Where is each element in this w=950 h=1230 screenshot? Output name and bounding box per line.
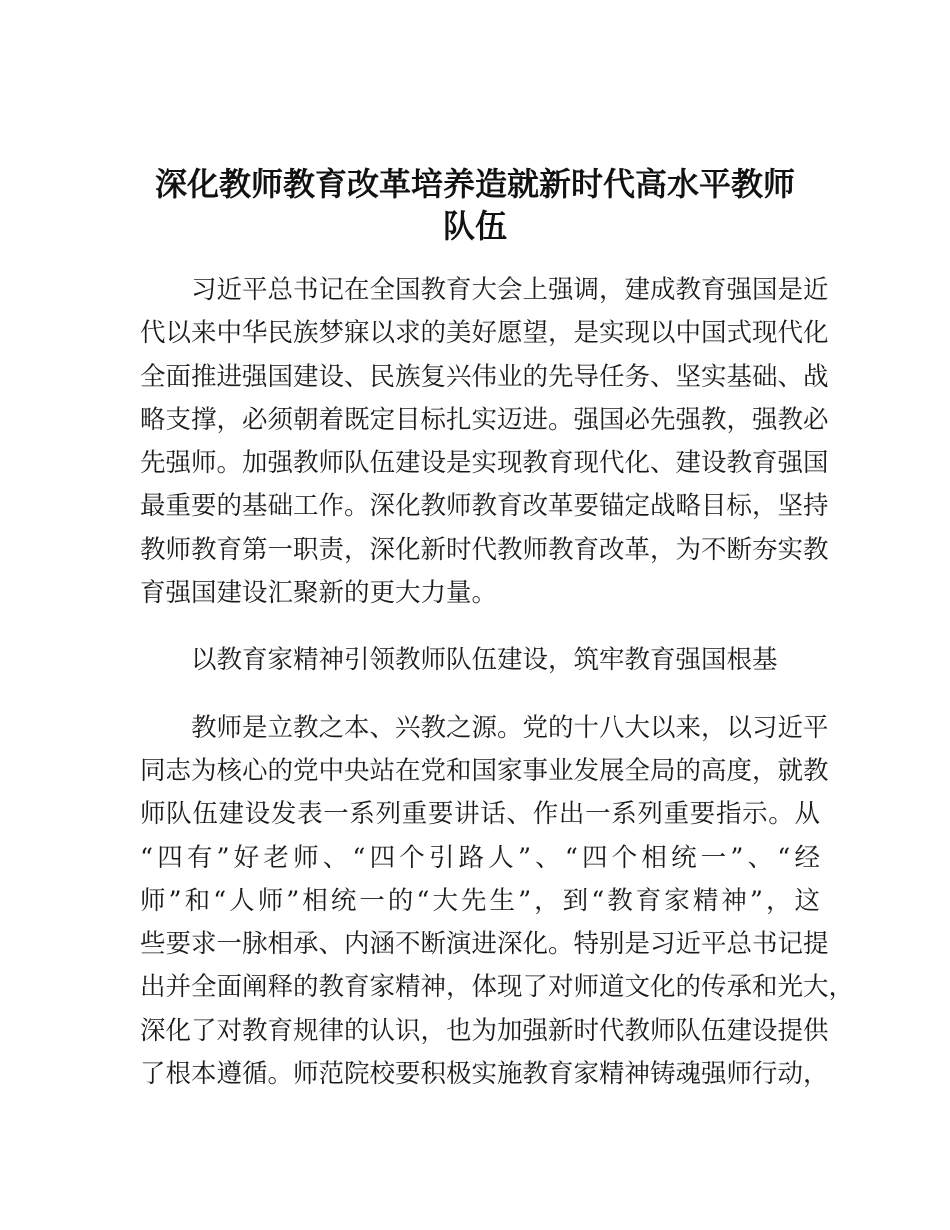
paragraph-line: 代以来中华民族梦寐以求的美好愿望，是实现以中国式现代化 — [140, 318, 829, 349]
section-heading-line: 以教育家精神引领教师队伍建设，筑牢教育强国根基 — [191, 645, 778, 676]
paragraph-line: 师队伍建设发表一系列重要讲话、作出一系列重要指示。从 — [140, 799, 820, 830]
document-title — [140, 163, 810, 247]
title-line: 队伍 — [442, 207, 507, 245]
paragraph-line: 育强国建设汇聚新的更大力量。 — [140, 578, 498, 609]
title-line: 深化教师教育改革培养造就新时代高水平教师 — [154, 165, 795, 203]
paragraph-line: 最重要的基础工作。深化教师教育改革要锚定战略目标，坚持 — [140, 491, 829, 522]
paragraph-line: 出并全面阐释的教育家精神，体现了对师道文化的传承和光大， — [140, 972, 855, 1003]
paragraph-line: 深化了对教育规律的认识，也为加强新时代教师队伍建设提供 — [140, 1015, 829, 1046]
paragraph — [140, 269, 829, 615]
paragraph-line: “四有”好老师、“四个引路人”、“四个相统一”、“经 — [140, 842, 820, 873]
paragraph-line: 些要求一脉相承、内涵不断演进深化。特别是习近平总书记提 — [140, 929, 829, 960]
paragraph-line: 先强师。加强教师队伍建设是实现教育现代化、建设教育强国 — [140, 448, 829, 479]
paragraph-line: 了根本遵循。师范院校要积极实施教育家精神铸魂强师行动， — [140, 1059, 829, 1090]
section-heading — [140, 639, 820, 682]
document-body — [140, 269, 855, 1096]
paragraph-line: 师”和“人师”相统一的“大先生”，到“教育家精神”，这 — [140, 885, 820, 916]
paragraph-line: 略支撑，必须朝着既定目标扎实迈进。强国必先强教，强教必 — [140, 404, 829, 435]
paragraph-line: 教师教育第一职责，深化新时代教师教育改革，为不断夯实教 — [140, 534, 829, 565]
paragraph-line: 习近平总书记在全国教育大会上强调，建成教育强国是近 — [191, 275, 829, 305]
paragraph-line: 同志为核心的党中央站在党和国家事业发展全局的高度，就教 — [140, 755, 829, 786]
paragraph-line: 教师是立教之本、兴教之源。党的十八大以来，以习近平 — [191, 712, 829, 743]
paragraph-line: 全面推进强国建设、民族复兴伟业的先导任务、坚实基础、战 — [140, 361, 829, 392]
paragraph — [140, 707, 855, 1097]
